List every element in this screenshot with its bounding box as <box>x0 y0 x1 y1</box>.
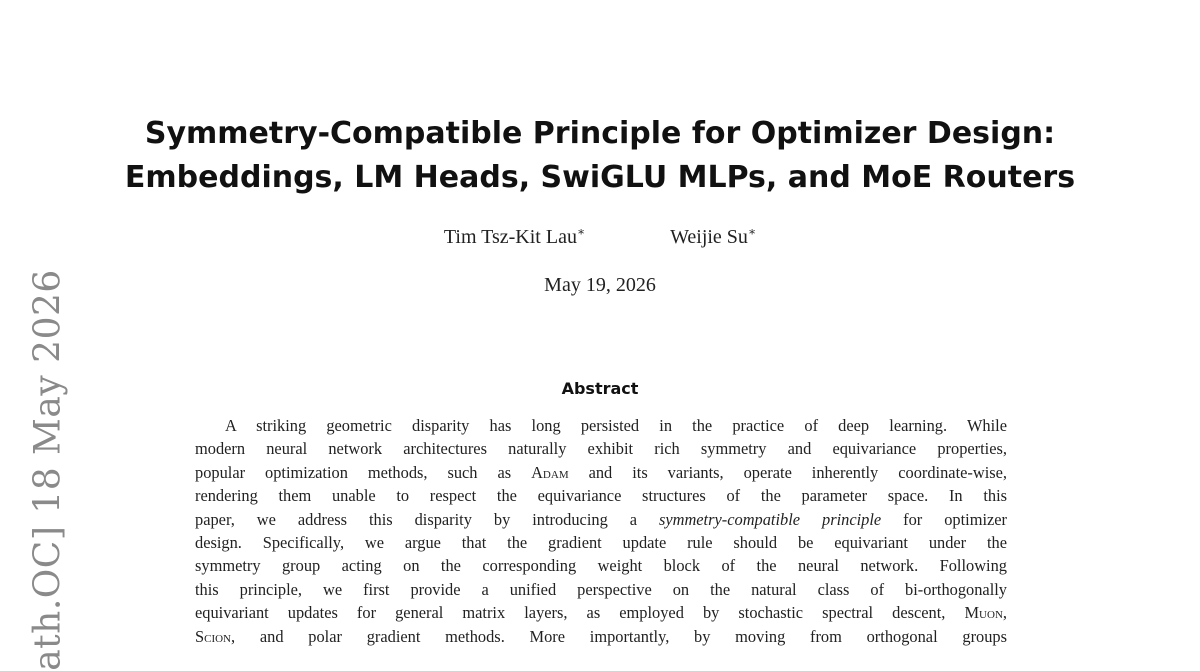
abstract-line: Scion, and polar gradient methods. More importantly, by moving from orthogonal groups <box>195 626 1007 646</box>
abstract-line: equivariant updates for general matrix layers, as employed by stochastic spectral descent, Muon, <box>195 603 1007 623</box>
author-footnote-mark: ∗ <box>747 224 757 239</box>
abstract-line: symmetry group acting on the corresponding weight block of the neural network. Following <box>195 556 1007 576</box>
abstract-line: A striking geometric disparity has long persisted in the practice of deep learning. While <box>225 416 1007 435</box>
author-footnote-mark: ∗ <box>576 224 586 239</box>
abstract-line: modern neural network architectures naturally exhibit rich symmetry and equivariance properties, <box>195 439 1007 459</box>
author <box>444 226 585 249</box>
title-line-1: Symmetry-Compatible Principle for Optimizer Design: <box>144 116 1056 151</box>
paper-date: May 19, 2026 <box>544 274 656 296</box>
author <box>670 226 756 249</box>
abstract-line: paper, we address this disparity by introducing a symmetry-compatible principle for optimizer <box>195 509 1008 529</box>
method-name-muon: Muon <box>964 603 1003 623</box>
abstract-line: rendering them unable to respect the equivariance structures of the parameter space. In this <box>195 486 1007 506</box>
abstract-line: this principle, we first provide a unified perspective on the natural class of bi-orthogonally <box>195 579 1007 599</box>
author-name: Weijie Su <box>670 226 748 248</box>
title-line-2: Embeddings, LM Heads, SwiGLU MLPs, and MoE Routers <box>124 160 1076 195</box>
abstract-line: popular optimization methods, such as Adam and its variants, operate inherently coordinate-wise, <box>195 462 1007 482</box>
method-name-scion: Scion <box>195 626 232 646</box>
abstract-line: design. Specifically, we argue that the gradient update rule should be equivariant under the <box>195 533 1007 553</box>
paper-title <box>0 112 1200 200</box>
abstract-body <box>195 414 1007 648</box>
emphasized-term: symmetry-compatible principle <box>658 509 882 529</box>
arxiv-side-stamp: ath.OC] 18 May 2026 <box>27 269 69 671</box>
method-name-adam: Adam <box>531 462 569 482</box>
author-name: Tim Tsz-Kit Lau <box>443 226 577 248</box>
abstract-heading: Abstract <box>561 379 639 398</box>
author-list <box>0 226 1200 249</box>
